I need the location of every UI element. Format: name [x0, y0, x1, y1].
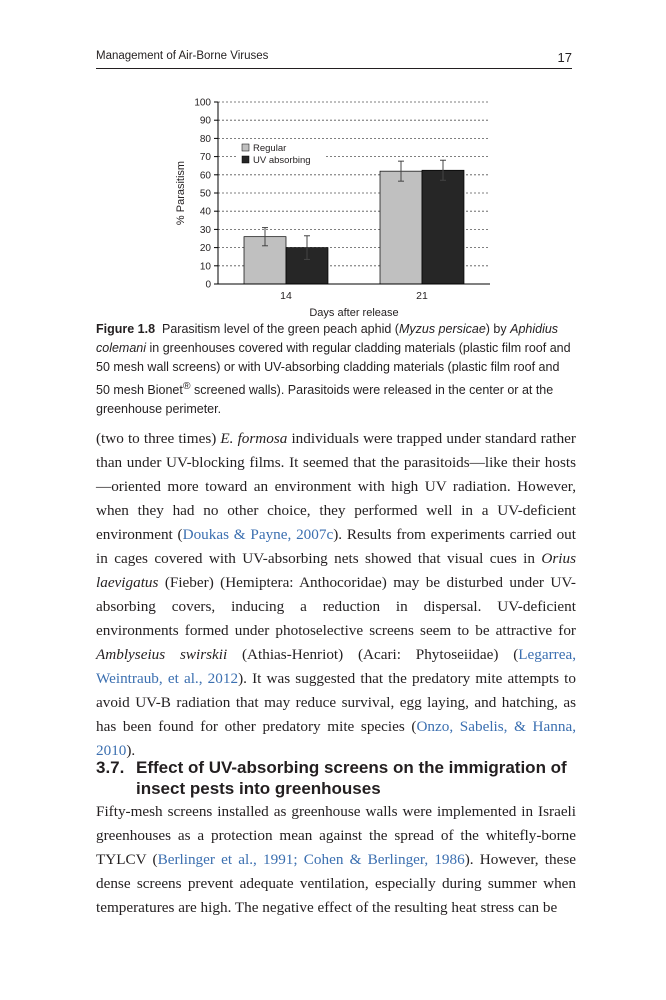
y-tick-label: 20 [199, 243, 211, 255]
y-tick-label: 40 [199, 206, 211, 218]
para1-text: ). It was suggested that the predatory mite attempts to avoid UV-B radiation that may reduce survival, egg laying, and hatching, as has been found for other predatory mite species ( [96, 670, 576, 735]
legend-label: Regular [253, 143, 287, 154]
header-rule [96, 68, 572, 69]
para1-italic-text: Amblyseius swirskii [96, 646, 228, 663]
section-heading [96, 757, 576, 799]
caption-italic-text: Aphidius colemani [96, 322, 559, 355]
y-tick-label: 100 [194, 97, 211, 109]
y-tick-label: 30 [199, 224, 211, 236]
body-paragraph-1 [96, 427, 576, 763]
legend [238, 140, 324, 170]
y-axis-label: % Parasitism [175, 160, 187, 226]
caption-text: screened walls). Parasitoids were released in the center or at the greenhouse perimeter. [96, 383, 554, 417]
body-paragraph-2 [96, 800, 576, 920]
para1-citation-link[interactable]: Legarrea, Weintraub, et al., 2012 [96, 646, 577, 687]
caption-text: ) by [485, 322, 511, 336]
para1-text: (Fieber) (Hemiptera: Anthocoridae) may be disturbed under UV-absorbing covers, inducing a reduction in dispersal. UV-deficient environments formed under photoselective screens seem to be attractive for [96, 574, 576, 639]
para1-citation-link[interactable]: Doukas & Payne, 2007c [182, 526, 334, 543]
section-number: 3.7. [96, 758, 125, 777]
x-axis-label: Days after release [309, 307, 399, 319]
caption-text: in greenhouses covered with regular cladding materials (plastic film roof and 50 mesh wall screens) or with UV-absorbing cladding materials (plastic film roof and 50 mesh Bionet [96, 341, 571, 398]
x-tick-labels [280, 290, 428, 302]
para2-text: Fifty-mesh screens installed as greenhouse walls were implemented in Israeli greenhouses as a protection mean against the spread of the whitefly-borne TYLCV ( [96, 803, 576, 868]
running-head: Management of Air-Borne Viruses [96, 50, 269, 62]
figure-caption [96, 320, 576, 419]
para1-italic-text: E. formosa [220, 430, 288, 447]
y-tick-label: 60 [199, 170, 211, 182]
legend-swatch [242, 144, 249, 151]
y-tick-label: 0 [205, 279, 211, 291]
page-header [96, 50, 572, 68]
y-tick-label: 10 [199, 261, 211, 273]
legend-swatch [242, 156, 249, 163]
page-number: 17 [557, 50, 572, 65]
y-tick-label: 70 [199, 152, 211, 164]
legend-label: UV absorbing [253, 155, 311, 166]
caption-registered-mark: ® [182, 381, 191, 392]
caption-text: Parasitism level of the green peach aphid ( [162, 322, 399, 336]
bar [380, 171, 422, 284]
bar [422, 170, 464, 284]
para1-text: (two to three times) [96, 430, 221, 447]
parasitism-bar-chart [160, 90, 520, 320]
para1-citation-link[interactable]: Onzo, Sabelis, & Hanna, 2010 [96, 718, 576, 759]
x-tick-label: 14 [280, 290, 292, 302]
para1-text: individuals were trapped under standard rather than under UV-blocking films. It seemed that the parasitoids—like their hosts—oriented more toward an environment with high UV radiation. However, when they had no other choice, they performed well in a UV-deficient environment ( [96, 430, 576, 543]
x-tick-label: 21 [416, 290, 428, 302]
para2-citation-link[interactable]: Berlinger et al., 1991; Cohen & Berlinger, 1986 [157, 851, 465, 868]
y-tick-label: 50 [199, 188, 211, 200]
para1-text: (Athias-Henriot) (Acari: Phytoseiidae) ( [227, 646, 519, 663]
para1-text: ). Results from experiments carried out in cages covered with UV-absorbing nets showed that visual cues in [96, 526, 576, 567]
section-title: Effect of UV-absorbing screens on the immigration of insect pests into greenhouses [136, 758, 567, 798]
y-tick-label: 90 [199, 115, 211, 127]
para1-italic-text: Orius laevigatus [96, 550, 576, 591]
para1-text: ). [126, 742, 136, 759]
y-tick-labels [194, 98, 218, 291]
para2-text: ). However, these dense screens prevent adequate ventilation, especially during summer when temperatures are high. The negative effect of the resulting heat stress can be [96, 851, 576, 916]
figure-label: Figure 1.8 [96, 322, 156, 336]
caption-italic-text: Myzus persicae [398, 322, 486, 336]
y-tick-label: 80 [199, 133, 211, 145]
caption-text [96, 322, 571, 416]
